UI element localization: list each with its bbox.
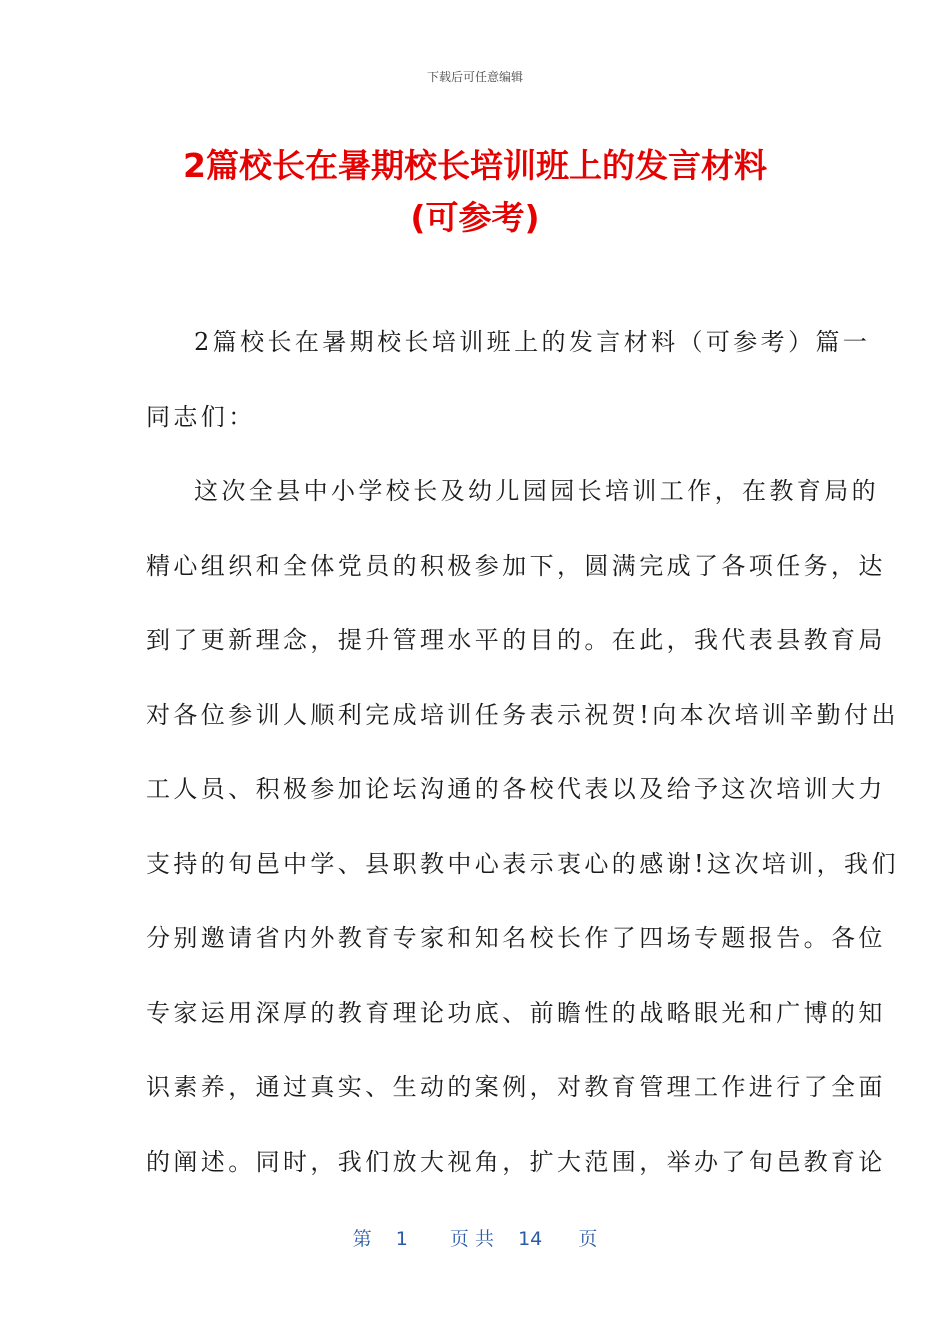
- title-line-2: (可参考): [410, 198, 540, 237]
- body-line: 支持的旬邑中学、县职教中心表示衷心的感谢!这次培训，我们: [146, 849, 899, 878]
- footer-middle: 页 共: [449, 1228, 494, 1250]
- body-line: 专家运用深厚的教育理论功底、前瞻性的战略眼光和广博的知: [146, 998, 886, 1027]
- body-line: 同志们：: [146, 402, 256, 431]
- footer-page-number: 1: [395, 1228, 408, 1250]
- footer-suffix: 页: [578, 1228, 598, 1250]
- title-line-1: 2篇校长在暑期校长培训班上的发言材料: [183, 146, 767, 185]
- body-line: 2篇校长在暑期校长培训班上的发言材料（可参考）篇一: [194, 328, 871, 356]
- page-footer: [0, 1224, 950, 1251]
- document-body: [146, 318, 899, 1212]
- body-line: 这次全县中小学校长及幼儿园园长培训工作，在教育局的: [194, 477, 879, 505]
- body-line: 的阐述。同时，我们放大视角，扩大范围，举办了旬邑教育论: [146, 1147, 886, 1176]
- body-line: 识素养，通过真实、生动的案例，对教育管理工作进行了全面: [146, 1073, 886, 1101]
- footer-total-pages: 14: [518, 1228, 543, 1250]
- body-line: 到了更新理念，提升管理水平的目的。在此，我代表县教育局: [146, 626, 886, 654]
- body-line: 工人员、积极参加论坛沟通的各校代表以及给予这次培训大力: [146, 775, 886, 803]
- footer-prefix: 第: [352, 1228, 372, 1250]
- header-note: 下载后可任意编辑: [426, 70, 523, 84]
- body-line: 分别邀请省内外教育专家和知名校长作了四场专题报告。各位: [146, 924, 886, 952]
- body-line: 对各位参训人顺利完成培训任务表示祝贺!向本次培训辛勤付出: [146, 700, 899, 729]
- document-title: [120, 140, 830, 244]
- body-line: 精心组织和全体党员的积极参加下，圆满完成了各项任务，达: [146, 551, 886, 580]
